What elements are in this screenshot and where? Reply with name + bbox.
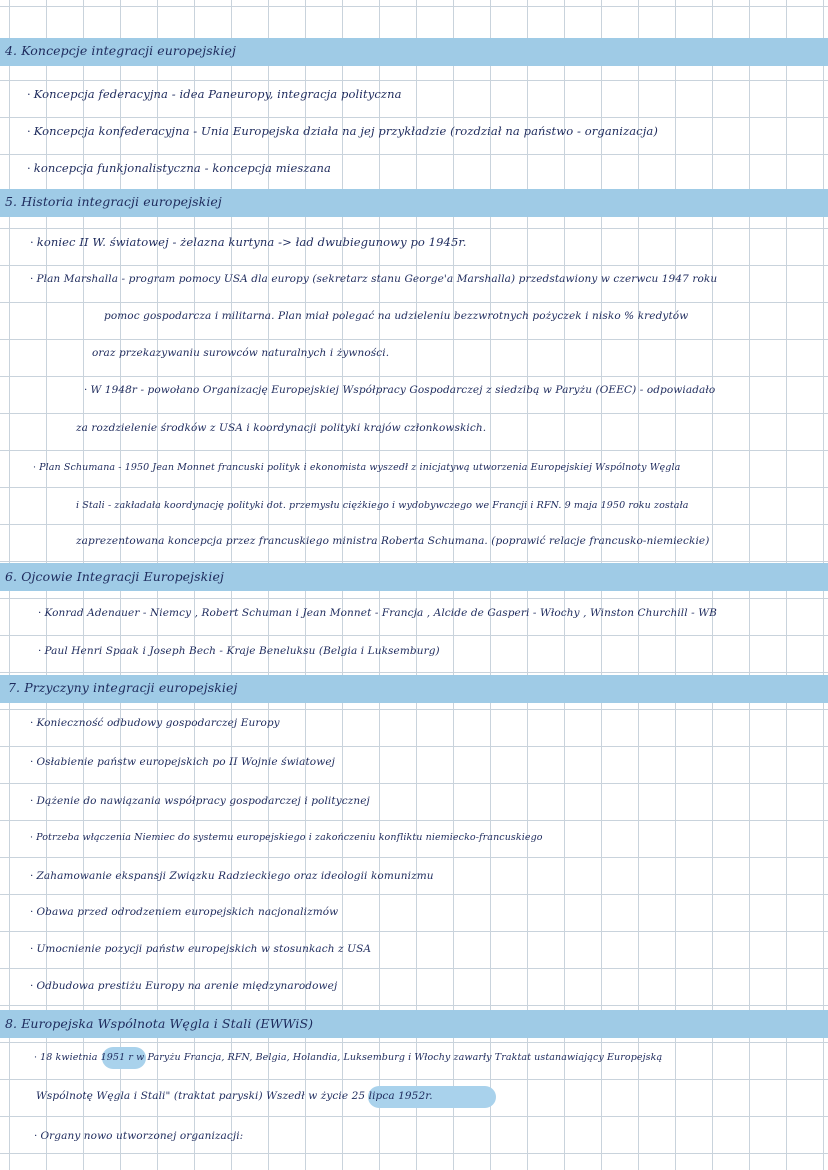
list-item: · koncepcja funkjonalistyczna - koncepcja mieszana [27,161,331,175]
section-8-heading: 8. Europejska Wspólnota Węgla i Stali (EWWiS) [5,1016,314,1031]
list-item: · Koncepcja konfederacyjna - Unia Europejska działa na jej przykładzie (rozdział na państwo - organizacja) [27,124,658,138]
list-item: · Osłabienie państw europejskich po II Wojnie światowej [30,756,335,768]
oeec-line-1: · W 1948r - powołano Organizację Europejskiej Współpracy Gospodarczej z siedzibą w Paryżu (OEEC) - odpowiadało [84,384,715,396]
list-item: · Potrzeba włączenia Niemiec do systemu europejskiego i zakończeniu konfliktu niemiecko-francuskiego [30,832,543,843]
fathers-line-1: · Konrad Adenauer - Niemcy , Robert Schuman i Jean Monnet - Francja , Alcide de Gasperi - Włochy , Winston Churchill - WB [38,607,717,619]
ewwis-line-1: · 18 kwietnia 1951 r w Paryżu Francja, RFN, Belgia, Holandia, Luksemburg i Włochy zawarły Traktat ustanawiający Europejską [34,1052,662,1063]
list-item: · Konieczność odbudowy gospodarczej Europy [30,717,280,729]
schuman-line-3: zaprezentowana koncepcja przez francuskiego ministra Roberta Schumana. (poprawić relacje francusko-niemieckie) [76,535,710,547]
oeec-line-2: za rozdzielenie środków z USA i koordynacji polityki krajów członkowskich. [76,422,487,434]
schuman-line-1: · Plan Schumana - 1950 Jean Monnet francuski polityk i ekonomista wyszedł z inicjatywą utworzenia Europejskiej Wspólnoty Węgla [33,462,680,473]
ewwis-line-3: · Organy nowo utworzonej organizacji: [34,1130,243,1142]
list-item: · Umocnienie pozycji państw europejskich w stosunkach z USA [30,943,371,955]
list-item: · koniec II W. światowej - żelazna kurtyna -> ład dwubiegunowy po 1945r. [30,235,466,249]
section-4-heading: 4. Koncepcje integracji europejskiej [5,43,236,58]
fathers-line-2: · Paul Henri Spaak i Joseph Bech - Kraje Beneluksu (Belgia i Luksemburg) [38,645,440,657]
marshall-line-2: pomoc gospodarcza i militarna. Plan miał polegać na udzieleniu bezzwrotnych pożyczek i nisko % kredytów [104,310,689,322]
schuman-line-2: i Stali - zakładała koordynację polityki dot. przemysłu ciężkiego i wydobywczego we Francji i RFN. 9 maja 1950 roku została [76,500,689,511]
section-6-heading: 6. Ojcowie Integracji Europejskiej [5,569,224,584]
list-item: · Odbudowa prestiżu Europy na arenie międzynarodowej [30,980,337,992]
section-5-heading: 5. Historia integracji europejskiej [5,194,222,209]
list-item: · Obawa przed odrodzeniem europejskich nacjonalizmów [30,906,338,918]
list-item: · Zahamowanie ekspansji Związku Radzieckiego oraz ideologii komunizmu [30,870,434,882]
ewwis-line-2: Wspólnotę Węgla i Stali" (traktat paryski) Wszedł w życie 25 lipca 1952r. [36,1090,433,1102]
marshall-line-1: · Plan Marshalla - program pomocy USA dla europy (sekretarz stanu George'a Marshalla) przedstawiony w czerwcu 1947 roku [30,273,717,285]
section-7-heading: 7. Przyczyny integracji europejskiej [8,680,238,695]
list-item: · Dążenie do nawiązania współpracy gospodarczej i politycznej [30,795,370,807]
list-item: · Koncepcja federacyjna - idea Paneuropy, integracja polityczna [27,87,402,101]
marshall-line-3: oraz przekazywaniu surowców naturalnych i żywności. [92,347,390,359]
